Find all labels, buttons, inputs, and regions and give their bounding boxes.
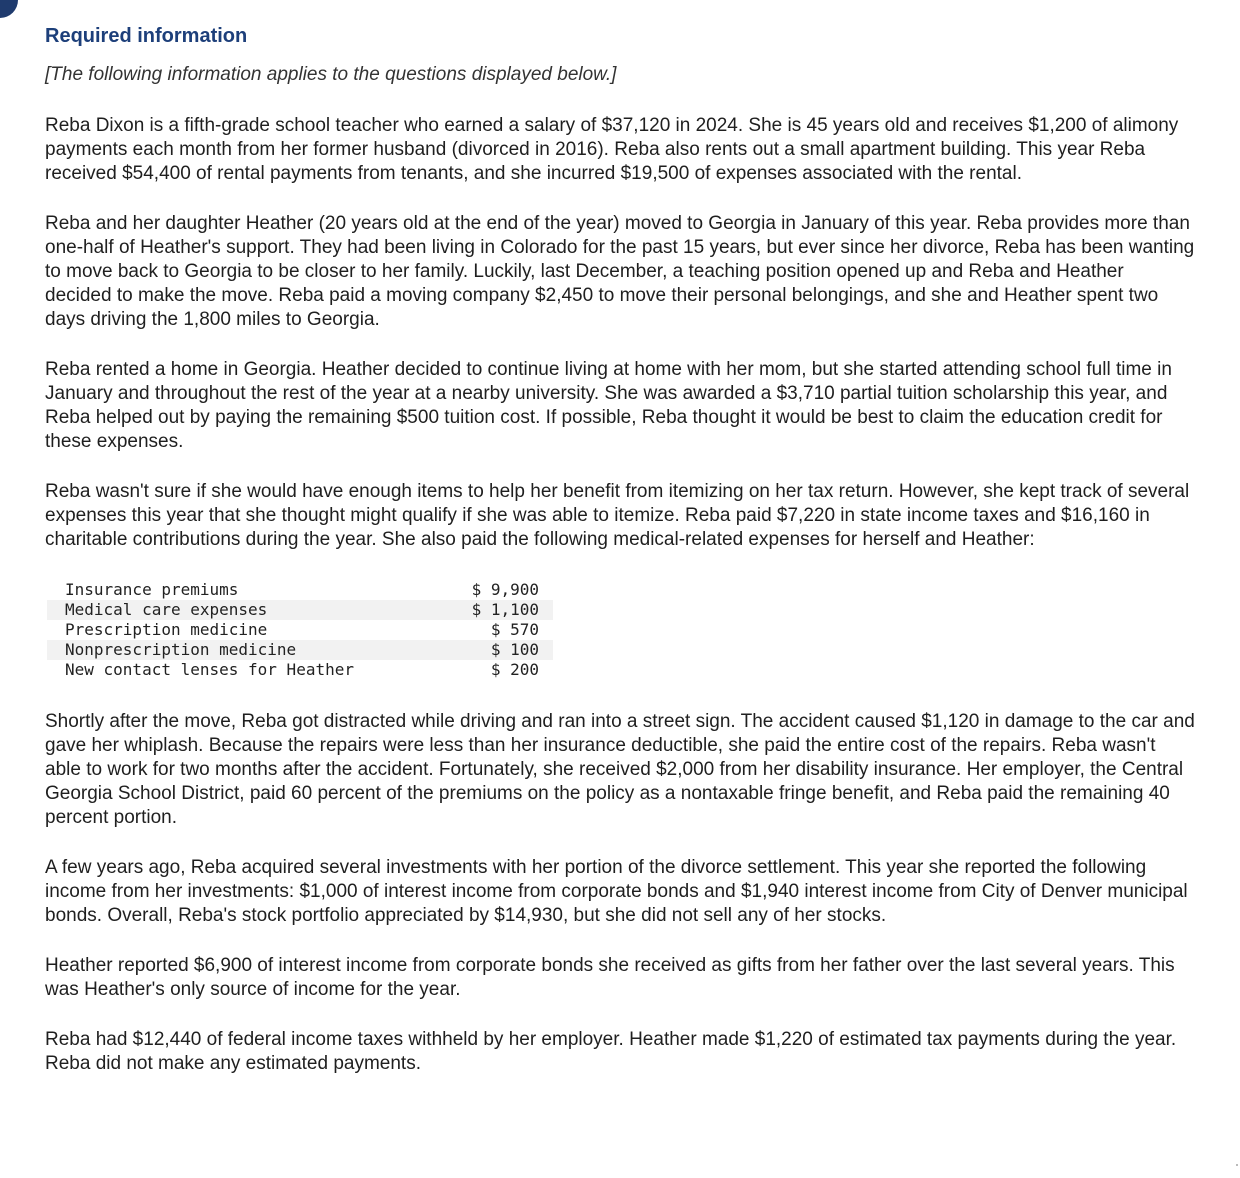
expense-amount: $ 200 bbox=[490, 660, 539, 679]
expense-label: Prescription medicine bbox=[65, 620, 268, 639]
question-content bbox=[45, 22, 1195, 1076]
medical-expenses-table bbox=[47, 580, 553, 680]
intro-note: [The following information applies to the questions displayed below.] bbox=[45, 64, 617, 85]
table-row bbox=[47, 580, 553, 600]
paragraph-move: Reba and her daughter Heather (20 years old at the end of the year) moved to Georgia in January of this year. Reba provides more than one-half of Heather's support. They had been living in Colorado for the past 15 years, but ever since her divorce, Reba has been wanting to move back to Georgia to be closer to her family. Luckily, last December, a teaching position opened up and Reba and Heather decided to make the move. Reba paid a moving company $2,450 to move their personal belongings, and she and Heather spent two days driving the 1,800 miles to Georgia. bbox=[45, 213, 1195, 330]
expense-amount: $ 100 bbox=[433, 640, 553, 660]
expense-amount: $ 1,100 bbox=[433, 600, 553, 620]
paragraph-accident: Shortly after the move, Reba got distracted while driving and ran into a street sign. The accident caused $1,120 in damage to the car and gave her whiplash. Because the repairs were less than her insurance deductible, she paid the entire cost of the repairs. Reba wasn't able to work for two months after the accident. Fortunately, she received $2,000 from her disability insurance. Her employer, the Central Georgia School District, paid 60 percent of the premiums on the policy as a nontaxable fringe benefit, and Reba paid the remaining 40 percent portion. bbox=[45, 711, 1195, 828]
corner-badge bbox=[0, 0, 18, 18]
expense-label: New contact lenses for Heather bbox=[65, 660, 354, 679]
table-row bbox=[47, 660, 553, 680]
required-information-heading: Required information bbox=[45, 25, 248, 47]
expense-label: Insurance premiums bbox=[65, 580, 239, 599]
table-row bbox=[47, 600, 553, 620]
paragraph-investments: A few years ago, Reba acquired several investments with her portion of the divorce settlement. This year she reported the following income from her investments: $1,000 of interest income from corporate bonds and $1,940 interest income from City of Denver municipal bonds. Overall, Reba's stock portfolio appreciated by $14,930, but she did not sell any of her stocks. bbox=[45, 857, 1188, 926]
table-row bbox=[47, 640, 553, 660]
table-row bbox=[47, 620, 553, 640]
expense-label: Medical care expenses bbox=[47, 600, 433, 620]
paragraph-itemize: Reba wasn't sure if she would have enough items to help her benefit from itemizing on her tax return. However, she kept track of several expenses this year that she thought might qualify if she was able to itemize. Reba paid $7,220 in state income taxes and $16,160 in charitable contributions during the year. She also paid the following medical-related expenses for herself and Heather: bbox=[45, 481, 1190, 550]
paragraph-heather-income: Heather reported $6,900 of interest income from corporate bonds she received as gifts from her father over the last several years. This was Heather's only source of income for the year. bbox=[45, 955, 1175, 1000]
expense-amount: $ 9,900 bbox=[471, 580, 539, 599]
paragraph-education: Reba rented a home in Georgia. Heather decided to continue living at home with her mom, but she started attending school full time in January and throughout the rest of the year at a nearby university. She was awarded a $3,710 partial tuition scholarship this year, and Reba helped out by paying the remaining $500 tuition cost. If possible, Reba thought it would be best to claim the education credit for these expenses. bbox=[45, 359, 1172, 452]
expense-amount: $ 570 bbox=[490, 620, 539, 639]
scroll-marker bbox=[1236, 1164, 1238, 1166]
paragraph-salary: Reba Dixon is a fifth-grade school teacher who earned a salary of $37,120 in 2024. She is 45 years old and receives $1,200 of alimony payments each month from her former husband (divorced in 2016). Reba also rents out a small apartment building. This year Reba received $54,400 of rental payments from tenants, and she incurred $19,500 of expenses associated with the rental. bbox=[45, 115, 1179, 184]
expense-label: Nonprescription medicine bbox=[47, 640, 433, 660]
paragraph-withholding: Reba had $12,440 of federal income taxes withheld by her employer. Heather made $1,220 of estimated tax payments during the year. Reba did not make any estimated payments. bbox=[45, 1029, 1177, 1074]
